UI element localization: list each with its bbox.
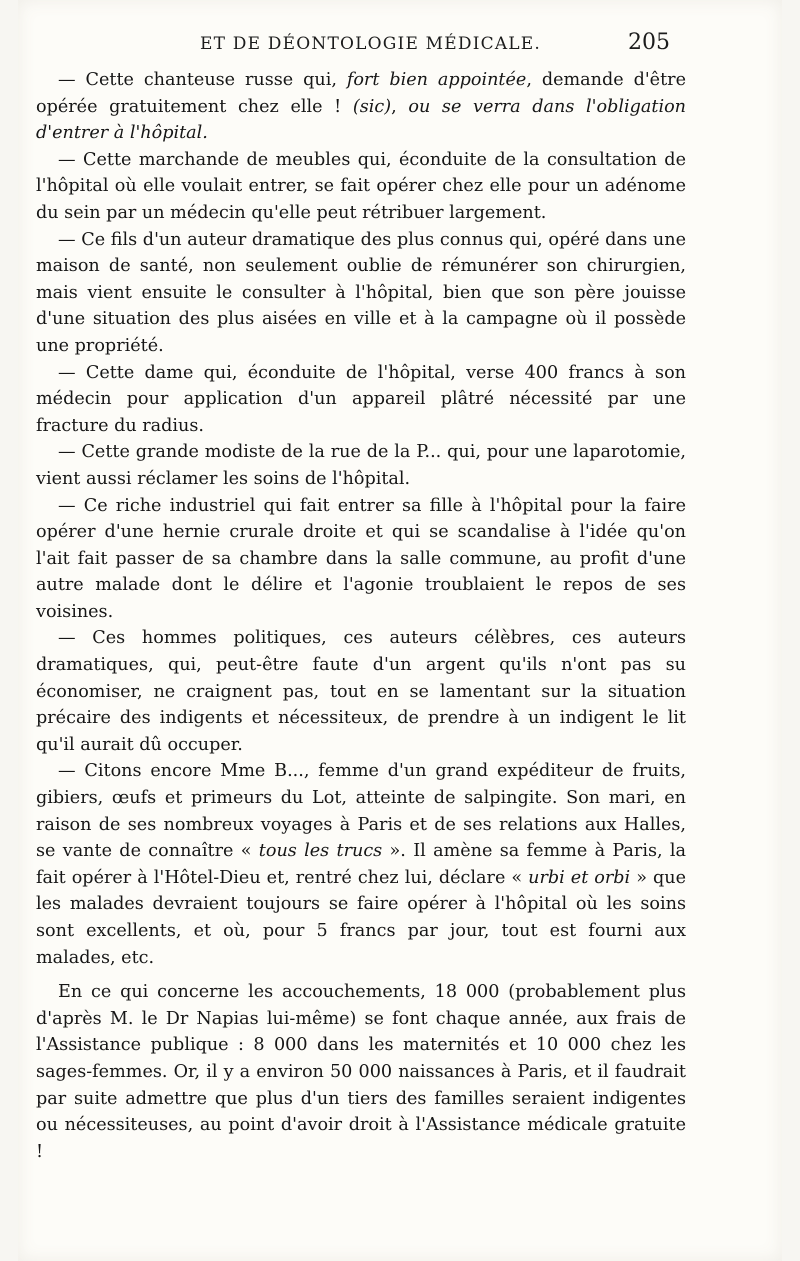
paragraph	[36, 147, 686, 227]
text-run: — Citons encore Mme B..., femme d'un grand expéditeur de fruits, gibiers, œufs et primeurs du Lot, atteinte de salpingite. Son mari, en raison de ses nombreux voyages à Paris et de ses relations aux Halles, se vante de connaître «	[36, 761, 686, 862]
paragraph	[36, 979, 686, 1165]
text-run: — Cette chanteuse russe qui,	[58, 70, 347, 90]
paragraph	[36, 758, 686, 971]
text-run: — Ces hommes politiques, ces auteurs célèbres, ces auteurs dramatiques, qui, peut-être faute d'un argent qu'ils n'ont pas su économiser, ne craignent pas, tout en se lamentant sur la situation précaire des indigents et nécessiteux, de prendre à un indigent le lit qu'il aurait dû occuper.	[36, 628, 686, 755]
text-run: » que les malades devraient toujours se faire opérer à l'hôpital où les soins sont excellents, et où, pour 5 francs par jour, tout est fourni aux malades, etc.	[36, 867, 686, 968]
italic-text: fort bien appointée	[346, 70, 527, 90]
italic-text: tous les trucs	[258, 841, 383, 862]
text-run: — Cette marchande de meubles qui, éconduite de la consultation de l'hôpital où elle voulait entrer, se fait opérer chez elle pour un adénome du sein par un médecin qu'elle peut rétribuer largement.	[36, 149, 686, 223]
text-run: — Cette dame qui, éconduite de l'hôpital, verse 400 francs à son médecin pour application d'un appareil plâtré nécessité par une fracture du radius.	[36, 362, 686, 436]
page-number: 205	[628, 30, 670, 55]
paragraph	[36, 227, 686, 360]
text-run: — Ce fils d'un auteur dramatique des plus connus qui, opéré dans une maison de santé, non seulement oublie de rémunérer son chirurgien, mais vient ensuite le consulter à l'hôpital, bien que son père jouisse d'une situation des plus aisées en ville et à la campagne où il possède une propriété.	[36, 229, 686, 356]
italic-text: (sic)	[352, 96, 392, 117]
text-run: En ce qui concerne les accouchements, 18 000 (probablement plus d'après M. le Dr Napias lui-même) se font chaque année, aux frais de l'Assistance publique : 8 000 dans les maternités et 10 000 chez les sages-femmes. Or, il y a environ 50 000 naissances à Paris, et il faudrait par suite admettre que plus d'un tiers des familles seraient indigentes ou nécessiteuses, au point d'avoir droit à l'Assistance médicale gratuite !	[36, 982, 686, 1162]
paragraph	[36, 360, 686, 440]
text-run: — Cette grande modiste de la rue de la P... qui, pour une laparotomie, vient aussi réclamer les soins de l'hôpital.	[36, 442, 686, 489]
text-run: , demande d'être opérée gratuitement chez elle !	[36, 70, 686, 117]
italic-text: ou se verra dans l'obligation d'entrer à l'hôpital.	[36, 96, 686, 144]
paragraph	[36, 439, 686, 492]
text-run: ,	[391, 96, 409, 117]
running-header	[0, 30, 800, 60]
text-run: ». Il amène sa femme à Paris, la fait opérer à l'Hôtel-Dieu et, rentré chez lui, déclare «	[36, 841, 686, 888]
italic-text: urbi et orbi	[528, 867, 631, 888]
body-text	[36, 67, 686, 1165]
running-title: ET DE DÉONTOLOGIE MÉDICALE.	[200, 34, 542, 54]
text-run: — Ce riche industriel qui fait entrer sa fille à l'hôpital pour la faire opérer d'une hernie crurale droite et qui se scandalise à l'idée qu'on l'ait fait passer de sa chambre dans la salle commune, au profit d'une autre malade dont le délire et l'agonie troublaient le repos de ses voisines.	[36, 495, 686, 622]
paragraph	[36, 67, 686, 147]
paragraph	[36, 625, 686, 758]
paragraph	[36, 493, 686, 626]
